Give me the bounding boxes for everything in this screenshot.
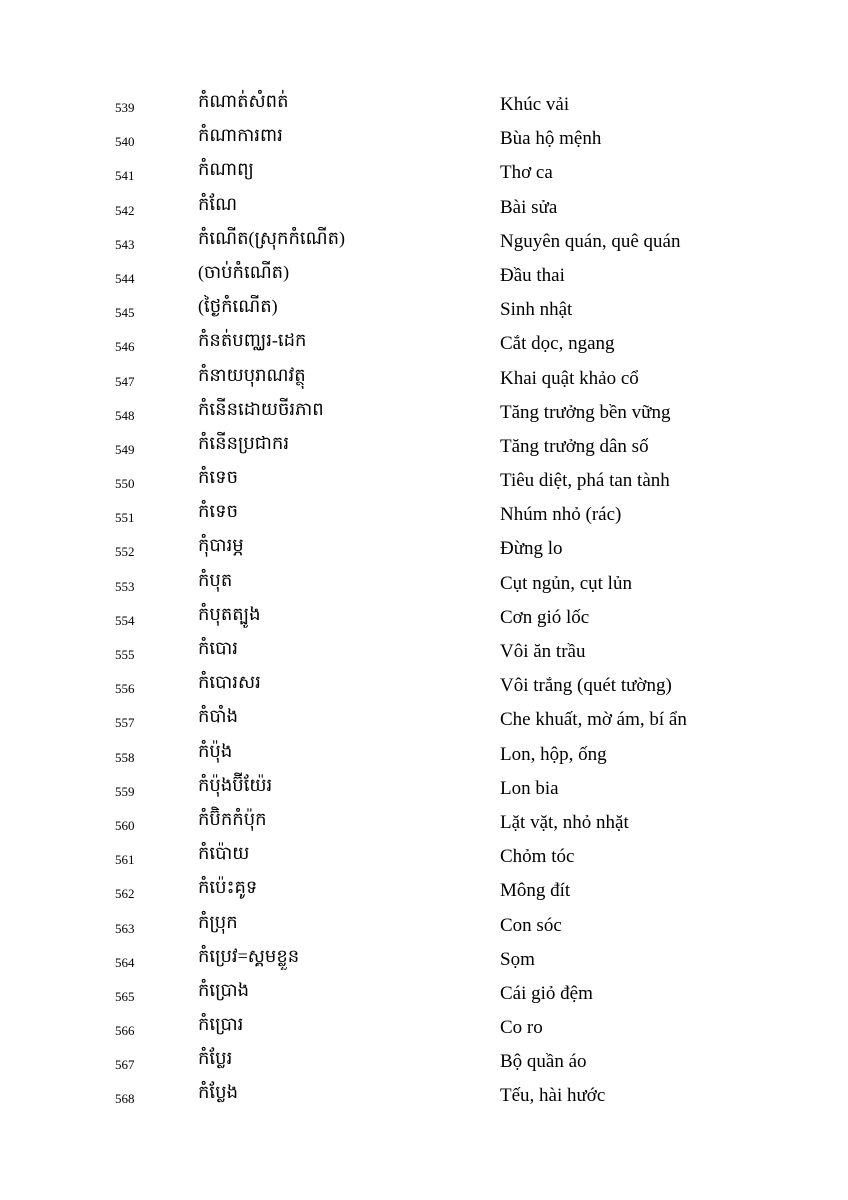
khmer-term: កំណើត(ស្រុកកំណើត) [198, 227, 345, 248]
list-item [0, 122, 848, 156]
khmer-term: កំប៉ោយ [198, 843, 250, 864]
list-item [0, 532, 848, 566]
vietnamese-translation: Nhúm nhỏ (rác) [500, 504, 622, 526]
vietnamese-translation: Lon, hộp, ống [500, 743, 607, 765]
entry-number: 561 [115, 852, 135, 868]
entry-number: 564 [115, 954, 135, 970]
khmer-term: កំបុតត្បូង [198, 603, 261, 624]
entry-number: 553 [115, 578, 135, 594]
khmer-term: (ថ្ងៃកំណើត) [198, 296, 278, 317]
entry-number: 548 [115, 407, 135, 423]
list-item [0, 88, 848, 122]
entry-number: 543 [115, 236, 135, 252]
list-item [0, 909, 848, 943]
khmer-term: កំទេច [198, 467, 238, 488]
list-item [0, 703, 848, 737]
khmer-term: កំនើនប្រជាករ [198, 432, 290, 453]
khmer-term: កំទេច [198, 501, 238, 522]
entry-number: 557 [115, 715, 135, 731]
vietnamese-translation: Cái giỏ đệm [500, 982, 593, 1004]
list-item [0, 567, 848, 601]
entry-number: 555 [115, 647, 135, 662]
vietnamese-translation: Lon bia [500, 777, 559, 799]
list-item [0, 259, 848, 293]
khmer-term: កំប៉ុង [198, 740, 233, 761]
khmer-term: កំនាយបុរាណវត្ថុ [198, 364, 306, 385]
vietnamese-translation: Sinh nhật [500, 299, 573, 321]
list-item [0, 362, 848, 396]
vietnamese-translation: Vôi ăn trầu [500, 641, 586, 662]
list-item [0, 396, 848, 430]
khmer-term: កំប្រុក [198, 911, 238, 932]
vietnamese-translation: Cụt ngủn, cụt lủn [500, 572, 632, 594]
list-item [0, 430, 848, 464]
khmer-term: (ចាប់កំណើត) [198, 261, 290, 282]
vietnamese-translation: Vôi trắng (quét tường) [500, 675, 672, 697]
entry-number: 568 [115, 1091, 135, 1107]
khmer-term: កំបោរ [198, 638, 238, 658]
entry-number: 562 [115, 886, 135, 902]
list-item [0, 772, 848, 806]
khmer-term: កំណែ [198, 193, 238, 214]
vietnamese-translation: Bài sửa [500, 196, 558, 218]
entry-number: 539 [115, 100, 135, 115]
vietnamese-translation: Khúc vải [500, 94, 570, 115]
khmer-term: កំណាព្យ [198, 159, 254, 180]
vietnamese-translation: Đầu thai [500, 264, 565, 286]
entry-number: 547 [115, 373, 135, 389]
khmer-term: កុំបារម្ភ [198, 535, 244, 556]
list-item [0, 840, 848, 874]
vietnamese-translation: Bộ quần áo [500, 1051, 587, 1073]
khmer-term: កំប្លែង [198, 1082, 238, 1103]
entry-number: 558 [115, 749, 135, 765]
list-item [0, 669, 848, 703]
vietnamese-translation: Tiêu diệt, phá tan tành [500, 470, 670, 492]
khmer-term: កំប៉េះគូទ [198, 877, 258, 898]
entry-number: 566 [115, 1023, 135, 1039]
khmer-term: កំបុត [198, 569, 233, 590]
entry-number: 565 [115, 988, 135, 1004]
vietnamese-translation: Che khuất, mờ ám, bí ẩn [500, 709, 687, 731]
vietnamese-translation: Khai quật khảo cổ [500, 367, 639, 389]
list-item [0, 977, 848, 1011]
list-item [0, 464, 848, 498]
khmer-term: កំប្រេវ=ស្គមខ្លួន [198, 945, 300, 966]
vietnamese-translation: Tăng trưởng bền vững [500, 401, 671, 423]
list-item [0, 601, 848, 635]
list-item [0, 874, 848, 908]
entry-number: 541 [115, 168, 135, 184]
list-item [0, 156, 848, 190]
entry-number: 554 [115, 612, 135, 628]
entry-number: 550 [115, 476, 135, 492]
entry-number: 544 [115, 270, 135, 286]
list-item [0, 738, 848, 772]
entry-number: 549 [115, 441, 135, 457]
khmer-term: កំណាការពារ [198, 125, 283, 146]
vietnamese-translation: Tếu, hài hước [500, 1085, 606, 1107]
vietnamese-translation: Con sóc [500, 914, 562, 936]
khmer-term: កំប្រោរ [198, 1014, 244, 1035]
vietnamese-translation: Cắt dọc, ngang [500, 333, 615, 355]
khmer-term: កំប៉ុងប៊ីយ៉ែរ [198, 774, 273, 795]
vietnamese-translation: Mông đít [500, 880, 571, 902]
entry-number: 542 [115, 202, 135, 218]
entry-number: 551 [115, 510, 135, 526]
entry-number: 545 [115, 305, 135, 321]
list-item [0, 327, 848, 361]
vietnamese-translation: Cơn gió lốc [500, 606, 590, 628]
khmer-term: កំប៊ិកកំប៉ុក [198, 808, 267, 829]
list-item [0, 1011, 848, 1045]
vietnamese-translation: Thơ ca [500, 162, 553, 184]
khmer-term: កំនត់បញ្ឈរ-ដេក [198, 330, 307, 351]
list-item [0, 498, 848, 532]
list-item [0, 1079, 848, 1113]
entry-number: 556 [115, 681, 135, 697]
vietnamese-translation: Bùa hộ mệnh [500, 128, 602, 150]
entry-number: 559 [115, 783, 135, 799]
khmer-term: កំណាត់សំពត់ [198, 91, 289, 111]
vietnamese-translation: Co ro [500, 1017, 543, 1039]
list-item [0, 1045, 848, 1079]
khmer-term: កំប្រោង [198, 979, 250, 1000]
entry-number: 552 [115, 544, 135, 560]
khmer-term: កំបោរសរ [198, 672, 261, 693]
entry-number: 560 [115, 817, 135, 833]
list-item [0, 635, 848, 669]
vietnamese-translation: Chỏm tóc [500, 846, 575, 868]
list-item [0, 943, 848, 977]
entry-number: 546 [115, 339, 135, 355]
vietnamese-translation: Đừng lo [500, 538, 563, 560]
entry-number: 540 [115, 134, 135, 150]
list-item [0, 806, 848, 840]
entry-list [0, 88, 848, 1114]
list-item [0, 293, 848, 327]
khmer-term: កំប្លែរ [198, 1048, 233, 1069]
vietnamese-translation: Sọm [500, 948, 535, 970]
list-item [0, 225, 848, 259]
entry-number: 563 [115, 920, 135, 936]
vietnamese-translation: Lặt vặt, nhỏ nhặt [500, 811, 629, 833]
khmer-term: កំនើនដោយចីរភាព [198, 398, 324, 419]
vietnamese-translation: Tăng trưởng dân số [500, 435, 649, 457]
vietnamese-translation: Nguyên quán, quê quán [500, 230, 681, 252]
list-item [0, 191, 848, 225]
khmer-term: កំបាំង [198, 706, 238, 727]
entry-number: 567 [115, 1057, 135, 1073]
